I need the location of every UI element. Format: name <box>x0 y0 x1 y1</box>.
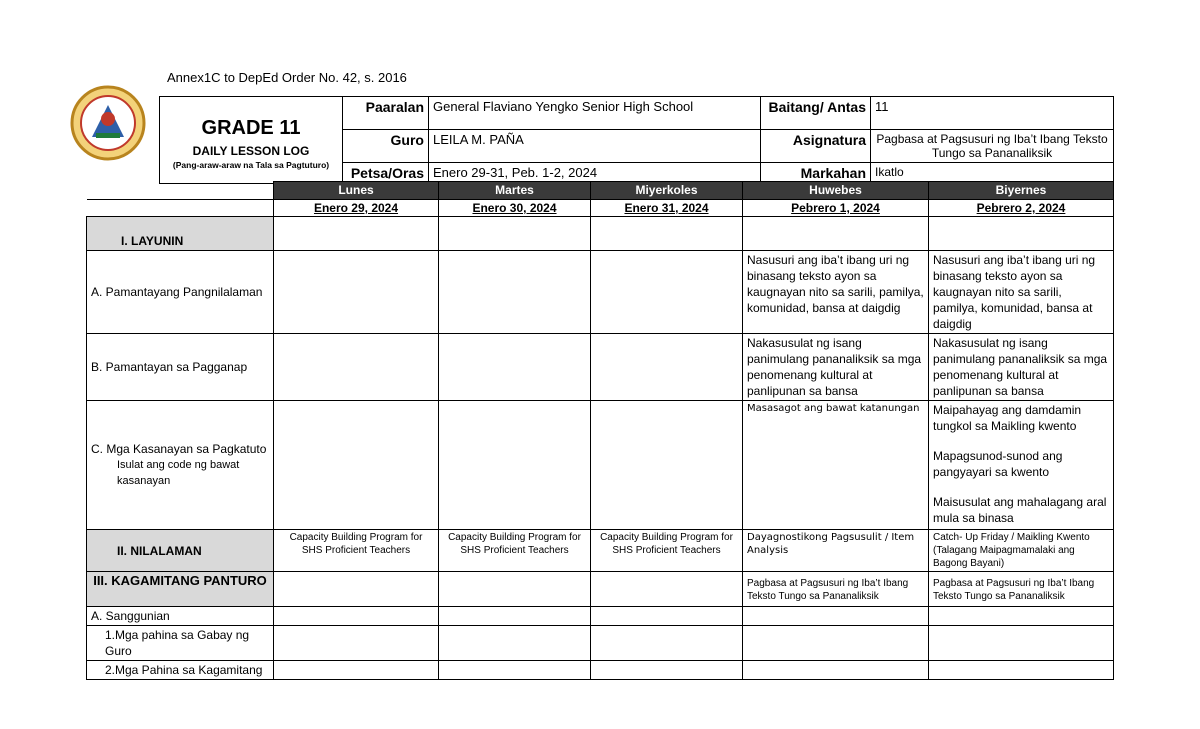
table-cell <box>274 572 439 607</box>
cell-kg-thursday: Pagbasa at Pagsusuri ng Iba’t Ibang Teksto Tungo sa Pananaliksik <box>743 572 929 607</box>
row-label-pamantayan-pagganap: B. Pamantayan sa Pagganap <box>87 334 274 401</box>
table-cell <box>439 251 591 334</box>
table-cell <box>274 626 439 661</box>
table-cell <box>591 626 743 661</box>
row-label-pamantayang-pangnilalaman: A. Pamantayang Pangnilalaman <box>87 251 274 334</box>
day-header: Martes <box>439 182 591 200</box>
ks-friday-item: Maipahayag ang damdamin tungkol sa Maikling kwento <box>933 403 1082 433</box>
table-cell <box>591 217 743 251</box>
table-cell <box>929 661 1114 680</box>
level-value: 11 <box>871 97 1114 130</box>
table-cell <box>439 607 591 626</box>
table-cell <box>591 661 743 680</box>
teacher-label: Guro <box>343 130 429 163</box>
kasanayan-subtitle: Isulat ang code ng bawat kasanayan <box>117 459 240 487</box>
table-cell <box>743 626 929 661</box>
table-cell <box>743 217 929 251</box>
teacher-value: LEILA M. PAÑA <box>429 130 761 163</box>
date-value: Enero 29-31, Peb. 1-2, 2024 <box>429 163 761 184</box>
spacer <box>933 480 1109 494</box>
grade-block <box>160 97 343 184</box>
table-cell <box>591 251 743 334</box>
cell-ks-friday <box>929 401 1114 530</box>
annex-note: Annex1C to DepEd Order No. 42, s. 2016 <box>167 70 407 85</box>
row-label-sanggunian: A. Sanggunian <box>87 607 274 626</box>
date-header: Pebrero 2, 2024 <box>929 200 1114 217</box>
date-header: Enero 31, 2024 <box>591 200 743 217</box>
table-cell <box>274 217 439 251</box>
table-cell <box>439 626 591 661</box>
dll-title: DAILY LESSON LOG <box>192 143 310 158</box>
grade-title: GRADE 11 <box>201 116 301 139</box>
quarter-value: Ikatlo <box>871 163 1114 184</box>
school-value: General Flaviano Yengko Senior High School <box>429 97 761 130</box>
table-cell <box>743 607 929 626</box>
ks-friday-item: Maisusulat ang mahalagang aral mula sa binasa <box>933 495 1107 525</box>
school-seal-logo <box>66 85 150 161</box>
table-cell <box>274 251 439 334</box>
subject-label: Asignatura <box>761 130 871 163</box>
subject-value: Pagbasa at Pagsusuri ng Iba’t Ibang Teksto Tungo sa Pananaliksik <box>871 130 1114 163</box>
day-header: Lunes <box>274 182 439 200</box>
cell-kg-friday: Pagbasa at Pagsusuri ng Iba’t Ibang Teksto Tungo sa Pananaliksik <box>929 572 1114 607</box>
section-layunin: I. LAYUNIN <box>87 217 274 251</box>
cell-ks-thursday: Masasagot ang bawat katanungan <box>743 401 929 530</box>
date-header: Pebrero 1, 2024 <box>743 200 929 217</box>
cell-nl-tuesday: Capacity Building Program for SHS Proficient Teachers <box>439 530 591 572</box>
cell-pg-thursday: Nakasusulat ng isang panimulang pananaliksik sa mga penomenang kultural at panlipunan sa bansa <box>743 334 929 401</box>
date-header: Enero 29, 2024 <box>274 200 439 217</box>
cell-pg-friday: Nakasusulat ng isang panimulang pananaliksik sa mga penomenang kultural at panlipunan sa bansa <box>929 334 1114 401</box>
day-header: Huwebes <box>743 182 929 200</box>
table-cell <box>929 626 1114 661</box>
section-nilalaman: II. NILALAMAN <box>87 530 274 572</box>
section-kagamitan: III. KAGAMITANG PANTURO <box>87 572 274 607</box>
table-cell <box>743 661 929 680</box>
kasanayan-title: C. Mga Kasanayan sa Pagkatuto <box>91 442 267 456</box>
empty-corner <box>87 200 274 217</box>
row-label-kagamitang-pahina: 2.Mga Pahina sa Kagamitang <box>87 661 274 680</box>
cell-nl-monday: Capacity Building Program for SHS Proficient Teachers <box>274 530 439 572</box>
table-cell <box>591 334 743 401</box>
table-cell <box>439 401 591 530</box>
table-cell <box>274 607 439 626</box>
header-table <box>159 96 1114 184</box>
table-cell <box>929 217 1114 251</box>
row-label-gabay: 1.Mga pahina sa Gabay ng Guro <box>87 626 274 661</box>
date-header: Enero 30, 2024 <box>439 200 591 217</box>
cell-nl-wednesday: Capacity Building Program for SHS Proficient Teachers <box>591 530 743 572</box>
dll-subtitle: (Pang-araw-araw na Tala sa Pagtuturo) <box>172 159 330 170</box>
table-cell <box>591 607 743 626</box>
lesson-log-table <box>86 181 1114 680</box>
ks-friday-item: Mapagsunod-sunod ang pangyayari sa kwento <box>933 449 1063 479</box>
table-cell <box>439 572 591 607</box>
table-cell <box>439 661 591 680</box>
cell-pp-thursday: Nasusuri ang iba’t ibang uri ng binasang teksto ayon sa kaugnayan nito sa sarili, pamilya, komunidad, bansa at daigdig <box>743 251 929 334</box>
table-cell <box>274 401 439 530</box>
cell-nl-thursday: Dayagnostikong Pagsusulit / Item Analysis <box>743 530 929 572</box>
day-header: Biyernes <box>929 182 1114 200</box>
table-cell <box>439 334 591 401</box>
table-cell <box>274 661 439 680</box>
level-label: Baitang/ Antas <box>761 97 871 130</box>
cell-pp-friday: Nasusuri ang iba’t ibang uri ng binasang teksto ayon sa kaugnayan nito sa sarili, pamilya, komunidad, bansa at daigdig <box>929 251 1114 334</box>
date-label: Petsa/Oras <box>343 163 429 184</box>
empty-corner <box>87 182 274 200</box>
row-label-kasanayan <box>87 401 274 530</box>
table-cell <box>591 401 743 530</box>
table-cell <box>591 572 743 607</box>
table-cell <box>439 217 591 251</box>
spacer <box>933 434 1109 448</box>
quarter-label: Markahan <box>761 163 871 184</box>
table-cell <box>274 334 439 401</box>
day-header: Miyerkoles <box>591 182 743 200</box>
table-cell <box>929 607 1114 626</box>
cell-nl-friday: Catch- Up Friday / Maikling Kwento (Talagang Maipagmamalaki ang Bagong Bayani) <box>929 530 1114 572</box>
school-label: Paaralan <box>343 97 429 130</box>
